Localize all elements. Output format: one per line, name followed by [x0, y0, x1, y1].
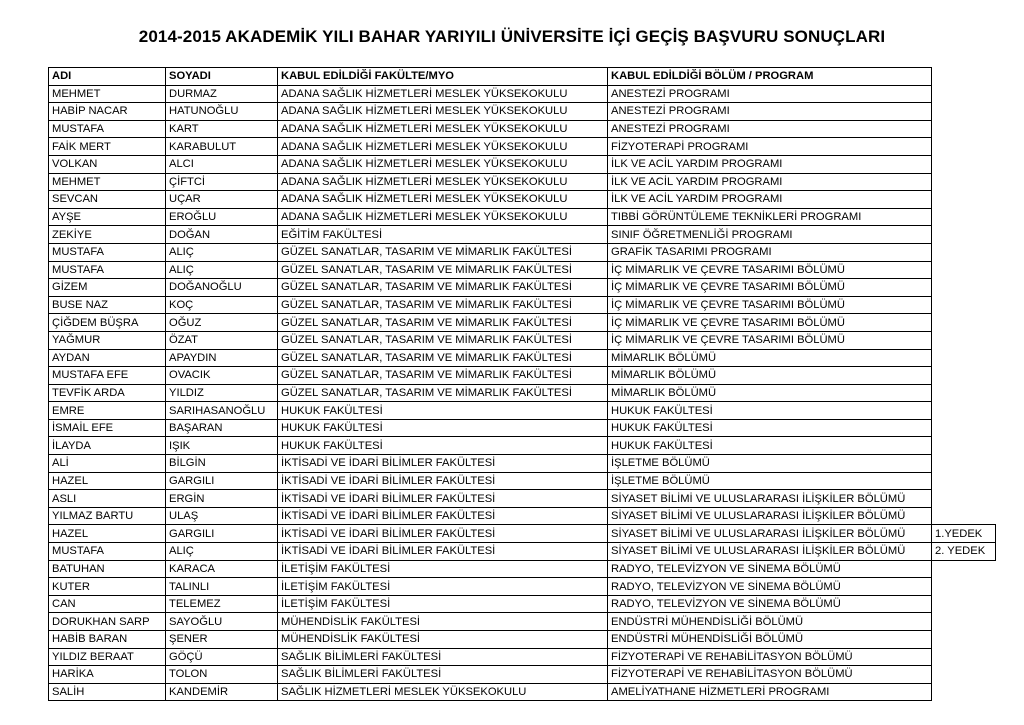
table-row	[49, 437, 996, 455]
cell-faculty: ADANA SAĞLIK HİZMETLERİ MESLEK YÜKSEKOKULU	[278, 120, 608, 138]
cell-program: İLK VE ACİL YARDIM PROGRAMI	[608, 155, 932, 173]
cell-program: AMELİYATHANE HİZMETLERİ PROGRAMI	[608, 683, 932, 701]
cell-note	[932, 437, 996, 455]
cell-surname: DURMAZ	[166, 85, 278, 103]
cell-surname: IŞIK	[166, 437, 278, 455]
table-row	[49, 507, 996, 525]
cell-surname: DOĞANOĞLU	[166, 279, 278, 297]
cell-faculty: İKTİSADİ VE İDARİ BİLİMLER FAKÜLTESİ	[278, 525, 608, 543]
cell-faculty: HUKUK FAKÜLTESİ	[278, 402, 608, 420]
cell-note	[932, 85, 996, 103]
cell-name: SEVCAN	[49, 191, 166, 209]
cell-note	[932, 631, 996, 649]
cell-name: BUSE NAZ	[49, 296, 166, 314]
cell-name: MUSTAFA EFE	[49, 367, 166, 385]
cell-program: İŞLETME BÖLÜMÜ	[608, 472, 932, 490]
cell-note	[932, 155, 996, 173]
results-table-body	[49, 68, 996, 701]
table-row	[49, 120, 996, 138]
cell-program: SİYASET BİLİMİ VE ULUSLARARASI İLİŞKİLER BÖLÜMÜ	[608, 507, 932, 525]
cell-faculty: ADANA SAĞLIK HİZMETLERİ MESLEK YÜKSEKOKULU	[278, 155, 608, 173]
cell-name: ZEKİYE	[49, 226, 166, 244]
cell-name: DORUKHAN SARP	[49, 613, 166, 631]
table-row	[49, 648, 996, 666]
cell-surname: KANDEMİR	[166, 683, 278, 701]
cell-name: EMRE	[49, 402, 166, 420]
table-row	[49, 314, 996, 332]
cell-note	[932, 279, 996, 297]
cell-program: SİYASET BİLİMİ VE ULUSLARARASI İLİŞKİLER BÖLÜMÜ	[608, 490, 932, 508]
cell-program: FİZYOTERAPİ VE REHABİLİTASYON BÖLÜMÜ	[608, 666, 932, 684]
table-row	[49, 402, 996, 420]
cell-faculty: GÜZEL SANATLAR, TASARIM VE MİMARLIK FAKÜLTESİ	[278, 367, 608, 385]
cell-note	[932, 419, 996, 437]
cell-name: ÇİĞDEM BÜŞRA	[49, 314, 166, 332]
cell-surname: YILDIZ	[166, 384, 278, 402]
cell-note: 1.YEDEK	[932, 525, 996, 543]
table-row	[49, 683, 996, 701]
cell-surname: ÖZAT	[166, 331, 278, 349]
cell-faculty: İKTİSADİ VE İDARİ BİLİMLER FAKÜLTESİ	[278, 472, 608, 490]
cell-name: HAZEL	[49, 472, 166, 490]
cell-program: RADYO, TELEVİZYON VE SİNEMA BÖLÜMÜ	[608, 560, 932, 578]
cell-name: YILDIZ BERAAT	[49, 648, 166, 666]
cell-faculty: GÜZEL SANATLAR, TASARIM VE MİMARLIK FAKÜLTESİ	[278, 331, 608, 349]
cell-surname: ULAŞ	[166, 507, 278, 525]
cell-name: HABİP NACAR	[49, 103, 166, 121]
table-row	[49, 243, 996, 261]
cell-program: İÇ MİMARLIK VE ÇEVRE TASARIMI BÖLÜMÜ	[608, 261, 932, 279]
cell-surname: KART	[166, 120, 278, 138]
table-row	[49, 613, 996, 631]
cell-note	[932, 560, 996, 578]
cell-program: MİMARLIK BÖLÜMÜ	[608, 367, 932, 385]
cell-surname: ALCI	[166, 155, 278, 173]
cell-program: İLK VE ACİL YARDIM PROGRAMI	[608, 191, 932, 209]
cell-faculty: HUKUK FAKÜLTESİ	[278, 437, 608, 455]
cell-program: SİYASET BİLİMİ VE ULUSLARARASI İLİŞKİLER BÖLÜMÜ	[608, 543, 932, 561]
cell-program: İŞLETME BÖLÜMÜ	[608, 455, 932, 473]
cell-surname: KOÇ	[166, 296, 278, 314]
table-row	[49, 173, 996, 191]
cell-note: 2. YEDEK	[932, 543, 996, 561]
table-row	[49, 138, 996, 156]
cell-name: HABİB BARAN	[49, 631, 166, 649]
cell-surname: TELEMEZ	[166, 595, 278, 613]
cell-note	[932, 402, 996, 420]
cell-faculty: GÜZEL SANATLAR, TASARIM VE MİMARLIK FAKÜLTESİ	[278, 261, 608, 279]
column-header-note	[932, 68, 996, 86]
cell-faculty: GÜZEL SANATLAR, TASARIM VE MİMARLIK FAKÜLTESİ	[278, 314, 608, 332]
cell-name: TEVFİK ARDA	[49, 384, 166, 402]
cell-surname: BİLGİN	[166, 455, 278, 473]
cell-note	[932, 648, 996, 666]
cell-program: ANESTEZİ PROGRAMI	[608, 85, 932, 103]
results-table	[48, 67, 996, 701]
cell-note	[932, 349, 996, 367]
table-row	[49, 367, 996, 385]
cell-note	[932, 507, 996, 525]
cell-name: VOLKAN	[49, 155, 166, 173]
column-header-faculty: KABUL EDİLDİĞİ FAKÜLTE/MYO	[278, 68, 608, 86]
cell-name: MEHMET	[49, 85, 166, 103]
cell-note	[932, 173, 996, 191]
cell-faculty: ADANA SAĞLIK HİZMETLERİ MESLEK YÜKSEKOKULU	[278, 173, 608, 191]
table-row	[49, 331, 996, 349]
cell-note	[932, 384, 996, 402]
cell-name: MUSTAFA	[49, 120, 166, 138]
cell-program: ENDÜSTRİ MÜHENDİSLİĞİ BÖLÜMÜ	[608, 613, 932, 631]
table-row	[49, 103, 996, 121]
cell-faculty: SAĞLIK HİZMETLERİ MESLEK YÜKSEKOKULU	[278, 683, 608, 701]
cell-surname: ALIÇ	[166, 543, 278, 561]
cell-program: ANESTEZİ PROGRAMI	[608, 120, 932, 138]
cell-program: SİYASET BİLİMİ VE ULUSLARARASI İLİŞKİLER BÖLÜMÜ	[608, 525, 932, 543]
cell-program: FİZYOTERAPİ VE REHABİLİTASYON BÖLÜMÜ	[608, 648, 932, 666]
cell-name: GİZEM	[49, 279, 166, 297]
cell-surname: ÇİFTCİ	[166, 173, 278, 191]
cell-faculty: SAĞLIK BİLİMLERİ FAKÜLTESİ	[278, 666, 608, 684]
table-row	[49, 349, 996, 367]
table-row	[49, 279, 996, 297]
cell-name: YAĞMUR	[49, 331, 166, 349]
cell-faculty: GÜZEL SANATLAR, TASARIM VE MİMARLIK FAKÜLTESİ	[278, 279, 608, 297]
cell-program: MİMARLIK BÖLÜMÜ	[608, 384, 932, 402]
table-row	[49, 296, 996, 314]
table-row	[49, 208, 996, 226]
cell-note	[932, 243, 996, 261]
table-row	[49, 419, 996, 437]
cell-faculty: ADANA SAĞLIK HİZMETLERİ MESLEK YÜKSEKOKULU	[278, 103, 608, 121]
cell-note	[932, 191, 996, 209]
cell-name: AYDAN	[49, 349, 166, 367]
cell-name: BATUHAN	[49, 560, 166, 578]
table-row	[49, 525, 996, 543]
cell-name: MUSTAFA	[49, 543, 166, 561]
cell-faculty: İKTİSADİ VE İDARİ BİLİMLER FAKÜLTESİ	[278, 455, 608, 473]
cell-surname: UÇAR	[166, 191, 278, 209]
cell-name: İLAYDA	[49, 437, 166, 455]
table-row	[49, 85, 996, 103]
cell-note	[932, 314, 996, 332]
cell-program: HUKUK FAKÜLTESİ	[608, 419, 932, 437]
cell-faculty: İKTİSADİ VE İDARİ BİLİMLER FAKÜLTESİ	[278, 507, 608, 525]
cell-faculty: ADANA SAĞLIK HİZMETLERİ MESLEK YÜKSEKOKULU	[278, 85, 608, 103]
cell-program: İÇ MİMARLIK VE ÇEVRE TASARIMI BÖLÜMÜ	[608, 279, 932, 297]
cell-surname: ALIÇ	[166, 243, 278, 261]
cell-program: ANESTEZİ PROGRAMI	[608, 103, 932, 121]
cell-note	[932, 595, 996, 613]
cell-name: SALİH	[49, 683, 166, 701]
table-row	[49, 666, 996, 684]
cell-name: HARİKA	[49, 666, 166, 684]
cell-program: HUKUK FAKÜLTESİ	[608, 437, 932, 455]
column-header-surname: SOYADI	[166, 68, 278, 86]
cell-faculty: ADANA SAĞLIK HİZMETLERİ MESLEK YÜKSEKOKULU	[278, 191, 608, 209]
cell-program: RADYO, TELEVİZYON VE SİNEMA BÖLÜMÜ	[608, 595, 932, 613]
cell-surname: TALINLI	[166, 578, 278, 596]
cell-surname: OĞUZ	[166, 314, 278, 332]
cell-faculty: İKTİSADİ VE İDARİ BİLİMLER FAKÜLTESİ	[278, 543, 608, 561]
cell-program: TIBBİ GÖRÜNTÜLEME TEKNİKLERİ PROGRAMI	[608, 208, 932, 226]
cell-surname: KARACA	[166, 560, 278, 578]
cell-note	[932, 613, 996, 631]
cell-note	[932, 226, 996, 244]
cell-surname: DOĞAN	[166, 226, 278, 244]
cell-faculty: İLETİŞİM FAKÜLTESİ	[278, 578, 608, 596]
cell-surname: EROĞLU	[166, 208, 278, 226]
cell-surname: ŞENER	[166, 631, 278, 649]
cell-surname: ERGİN	[166, 490, 278, 508]
cell-name: YILMAZ BARTU	[49, 507, 166, 525]
table-row	[49, 595, 996, 613]
cell-note	[932, 367, 996, 385]
cell-program: İLK VE ACİL YARDIM PROGRAMI	[608, 173, 932, 191]
table-row	[49, 455, 996, 473]
page-title: 2014-2015 AKADEMİK YILI BAHAR YARIYILI ÜNİVERSİTE İÇİ GEÇİŞ BAŞVURU SONUÇLARI	[138, 27, 886, 46]
cell-note	[932, 666, 996, 684]
cell-surname: SARIHASANOĞLU	[166, 402, 278, 420]
table-row	[49, 490, 996, 508]
table-header-row	[49, 68, 996, 86]
cell-note	[932, 331, 996, 349]
cell-name: MUSTAFA	[49, 243, 166, 261]
cell-faculty: GÜZEL SANATLAR, TASARIM VE MİMARLIK FAKÜLTESİ	[278, 384, 608, 402]
cell-program: ENDÜSTRİ MÜHENDİSLİĞİ BÖLÜMÜ	[608, 631, 932, 649]
cell-note	[932, 455, 996, 473]
cell-surname: GARGILI	[166, 472, 278, 490]
cell-faculty: MÜHENDİSLİK FAKÜLTESİ	[278, 613, 608, 631]
cell-name: ASLI	[49, 490, 166, 508]
column-header-program: KABUL EDİLDİĞİ BÖLÜM / PROGRAM	[608, 68, 932, 86]
cell-faculty: İLETİŞİM FAKÜLTESİ	[278, 595, 608, 613]
cell-name: AYŞE	[49, 208, 166, 226]
cell-program: SINIF ÖĞRETMENLİĞİ PROGRAMI	[608, 226, 932, 244]
cell-faculty: ADANA SAĞLIK HİZMETLERİ MESLEK YÜKSEKOKULU	[278, 208, 608, 226]
cell-name: KUTER	[49, 578, 166, 596]
cell-program: İÇ MİMARLIK VE ÇEVRE TASARIMI BÖLÜMÜ	[608, 331, 932, 349]
cell-faculty: EĞİTİM FAKÜLTESİ	[278, 226, 608, 244]
table-row	[49, 543, 996, 561]
cell-name: MEHMET	[49, 173, 166, 191]
cell-note	[932, 490, 996, 508]
cell-program: GRAFİK TASARIMI PROGRAMI	[608, 243, 932, 261]
cell-program: FİZYOTERAPİ PROGRAMI	[608, 138, 932, 156]
cell-faculty: MÜHENDİSLİK FAKÜLTESİ	[278, 631, 608, 649]
cell-surname: OVACIK	[166, 367, 278, 385]
cell-surname: APAYDIN	[166, 349, 278, 367]
cell-note	[932, 208, 996, 226]
cell-name: ALİ	[49, 455, 166, 473]
cell-surname: BAŞARAN	[166, 419, 278, 437]
cell-name: HAZEL	[49, 525, 166, 543]
cell-note	[932, 472, 996, 490]
cell-surname: ALIÇ	[166, 261, 278, 279]
cell-surname: KARABULUT	[166, 138, 278, 156]
cell-faculty: İKTİSADİ VE İDARİ BİLİMLER FAKÜLTESİ	[278, 490, 608, 508]
cell-note	[932, 103, 996, 121]
cell-program: İÇ MİMARLIK VE ÇEVRE TASARIMI BÖLÜMÜ	[608, 314, 932, 332]
cell-note	[932, 683, 996, 701]
cell-note	[932, 578, 996, 596]
cell-name: MUSTAFA	[49, 261, 166, 279]
table-row	[49, 384, 996, 402]
cell-program: MİMARLIK BÖLÜMÜ	[608, 349, 932, 367]
table-row	[49, 155, 996, 173]
cell-faculty: GÜZEL SANATLAR, TASARIM VE MİMARLIK FAKÜLTESİ	[278, 349, 608, 367]
table-row	[49, 578, 996, 596]
cell-faculty: ADANA SAĞLIK HİZMETLERİ MESLEK YÜKSEKOKULU	[278, 138, 608, 156]
cell-name: İSMAİL EFE	[49, 419, 166, 437]
cell-surname: HATUNOĞLU	[166, 103, 278, 121]
cell-note	[932, 120, 996, 138]
cell-program: RADYO, TELEVİZYON VE SİNEMA BÖLÜMÜ	[608, 578, 932, 596]
cell-note	[932, 261, 996, 279]
cell-faculty: SAĞLIK BİLİMLERİ FAKÜLTESİ	[278, 648, 608, 666]
table-row	[49, 261, 996, 279]
cell-faculty: GÜZEL SANATLAR, TASARIM VE MİMARLIK FAKÜLTESİ	[278, 243, 608, 261]
cell-faculty: İLETİŞİM FAKÜLTESİ	[278, 560, 608, 578]
cell-name: CAN	[49, 595, 166, 613]
cell-surname: TOLON	[166, 666, 278, 684]
table-row	[49, 226, 996, 244]
cell-name: FAİK MERT	[49, 138, 166, 156]
cell-surname: SAYOĞLU	[166, 613, 278, 631]
table-row	[49, 631, 996, 649]
cell-program: İÇ MİMARLIK VE ÇEVRE TASARIMI BÖLÜMÜ	[608, 296, 932, 314]
cell-note	[932, 296, 996, 314]
table-row	[49, 191, 996, 209]
cell-surname: GARGILI	[166, 525, 278, 543]
cell-program: HUKUK FAKÜLTESİ	[608, 402, 932, 420]
cell-faculty: GÜZEL SANATLAR, TASARIM VE MİMARLIK FAKÜLTESİ	[278, 296, 608, 314]
table-row	[49, 560, 996, 578]
cell-surname: GÖÇÜ	[166, 648, 278, 666]
cell-faculty: HUKUK FAKÜLTESİ	[278, 419, 608, 437]
column-header-name: ADI	[49, 68, 166, 86]
table-row	[49, 472, 996, 490]
cell-note	[932, 138, 996, 156]
